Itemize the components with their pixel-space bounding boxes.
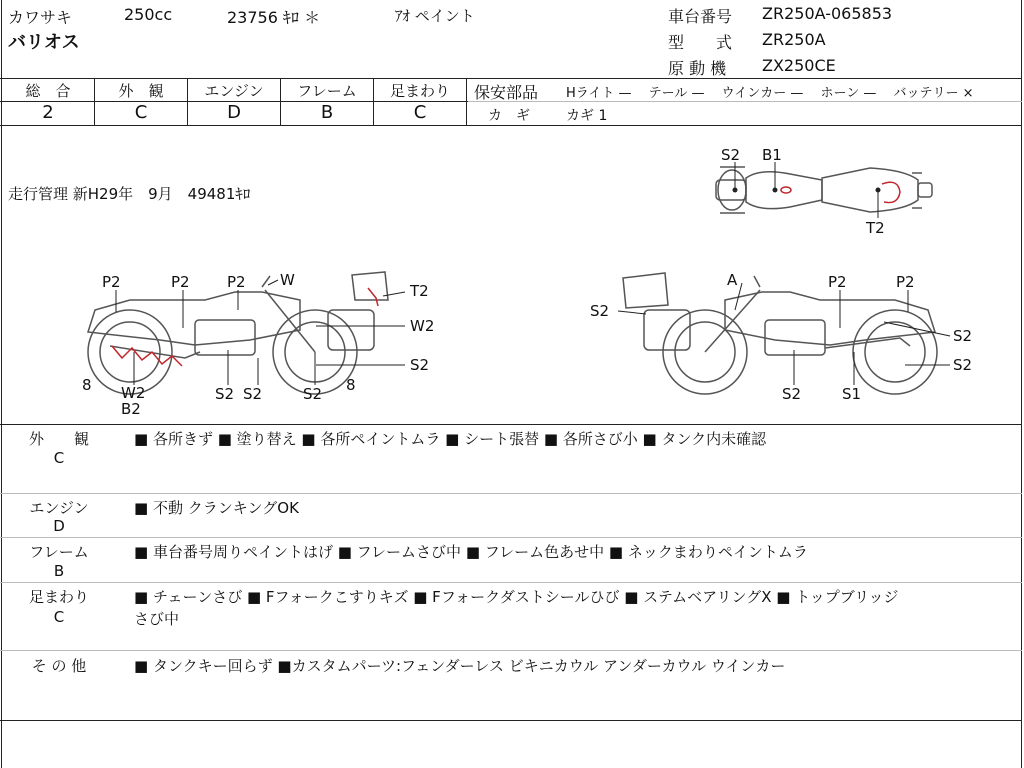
label-left-t2: T2 [410, 282, 429, 300]
safety-items: Hライト — テール — ウインカー — ホーン — バッテリー × [566, 86, 974, 101]
grade-overall: 2 [42, 102, 54, 123]
remark-grade-engine: D [53, 517, 65, 535]
label-right-a: A [727, 271, 738, 289]
grade-header-engine: エンジン [204, 82, 264, 100]
remark-label-other: そ の 他 [31, 657, 87, 675]
label-right-s1: S1 [842, 385, 862, 403]
grade-header-overall: 総 合 [25, 82, 71, 100]
key-value: カギ 1 [566, 108, 608, 124]
label-top-t2: T2 [866, 219, 885, 237]
label-left-w2: W2 [410, 317, 435, 335]
label-right-s2-left: S2 [590, 302, 610, 320]
label-right-s2-bottom: S2 [782, 385, 802, 403]
remark-grade-frame: B [53, 562, 65, 580]
grade-header-frame: フレーム [297, 82, 357, 100]
color: ｱｵ ペイント [395, 7, 475, 25]
grade-header-exterior: 外 観 [118, 82, 164, 100]
remark-label-suspension: 足まわり [28, 588, 89, 606]
label-left-p2b: P2 [171, 273, 190, 291]
label-right-s2-lower: S2 [953, 356, 973, 374]
key-label: カ ギ [488, 108, 530, 124]
label-top-s2: S2 [721, 146, 741, 164]
label-right-s2-upper: S2 [953, 327, 973, 345]
remark-label-frame: フレーム [29, 543, 89, 561]
label-left-s2-right: S2 [410, 356, 430, 374]
remark-text-suspension-cont: さび中 [134, 610, 180, 628]
label-left-w2b2: W2 B2 [121, 384, 146, 418]
model-name: バリオス [8, 32, 80, 53]
displacement: 250cc [124, 5, 173, 24]
label-right-p2a: P2 [828, 273, 847, 291]
label-left-s2a: S2 [215, 385, 235, 403]
grade-exterior: C [134, 102, 148, 123]
label-left-p2c: P2 [227, 273, 246, 291]
remark-label-exterior: 外 観 [28, 430, 89, 448]
engine-label: 原 動 機 [668, 59, 727, 78]
remark-grade-exterior: C [53, 449, 65, 467]
remark-text-engine: ■ 不動 クランキングOK [134, 499, 299, 517]
remark-text-exterior: ■ 各所きず ■ 塗り替え ■ 各所ペイントムラ ■ シート張替 ■ 各所さび小 ■ タンク内未確認 [134, 430, 767, 448]
label-left-p2a: P2 [102, 273, 121, 291]
mileage: 23756 ｷﾛ ＊ [227, 8, 321, 27]
mileage-note: 走行管理 新H29年 9月 49481ｷﾛ [8, 185, 251, 203]
maker: カワサキ [8, 8, 73, 27]
left-side-leaders [116, 280, 405, 385]
label-left-s2c: S2 [303, 385, 323, 403]
safety-label: 保安部品 [474, 83, 539, 102]
grade-suspension: C [413, 102, 427, 123]
remark-text-frame: ■ 車台番号周りペイントはげ ■ フレームさび中 ■ フレーム色あせ中 ■ ネックまわりペイントムラ [134, 543, 808, 561]
label-left-s2b: S2 [243, 385, 263, 403]
label-left-8b: 8 [346, 376, 356, 394]
label-top-b1: B1 [762, 146, 782, 164]
remark-label-engine: エンジン [29, 499, 89, 517]
grade-frame: B [320, 102, 334, 123]
frame-no: ZR250A-065853 [762, 4, 893, 23]
label-left-8a: 8 [82, 376, 92, 394]
top-view-damage-marks [781, 182, 900, 202]
type-value: ZR250A [762, 30, 826, 49]
label-left-w: W [280, 271, 295, 289]
type-label: 型 式 [668, 33, 733, 52]
grade-engine: D [227, 102, 241, 123]
frame-no-label: 車台番号 [668, 7, 733, 26]
grade-header-suspension: 足まわり [389, 82, 450, 100]
label-right-p2b: P2 [896, 273, 915, 291]
remark-text-suspension: ■ チェーンさび ■ Fフォークこすりキズ ■ Fフォークダストシールひび ■ ステムベアリングX ■ トップブリッジ [134, 588, 899, 606]
right-side-diagram [623, 273, 937, 394]
remark-text-other: ■ タンクキー回らず ■カスタムパーツ:フェンダーレス ビキニカウル アンダーカウル ウインカー [134, 657, 786, 675]
remark-grade-suspension: C [53, 608, 65, 626]
engine-value: ZX250CE [762, 56, 836, 75]
